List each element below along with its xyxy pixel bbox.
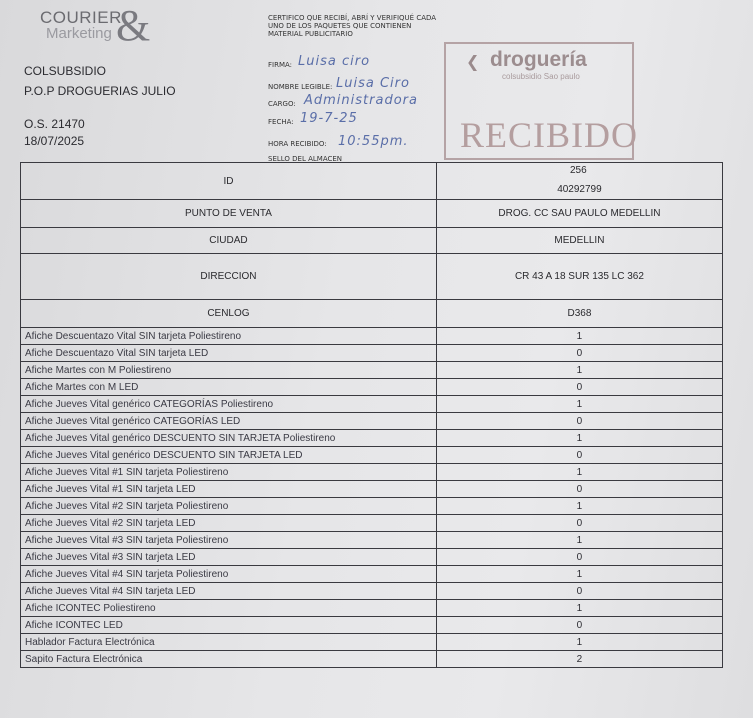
table-row — [21, 651, 723, 668]
item-quantity: 1 — [436, 328, 722, 345]
item-name: Afiche Jueves Vital #4 SIN tarjeta LED — [21, 583, 437, 600]
id-top-number: 256 — [570, 165, 587, 176]
courier-marketing-logo — [40, 1, 151, 50]
nombre-value: Luisa Ciro — [336, 76, 410, 91]
item-name: Afiche Jueves Vital #2 SIN tarjeta LED — [21, 515, 437, 532]
item-name: Afiche Jueves Vital #3 SIN tarjeta LED — [21, 549, 437, 566]
table-row — [21, 345, 723, 362]
table-row — [21, 413, 723, 430]
header-row-punto-venta — [21, 200, 723, 228]
cargo-label: CARGO: — [268, 100, 296, 108]
item-name: Afiche Jueves Vital #3 SIN tarjeta Poliestireno — [21, 532, 437, 549]
item-name: Afiche Jueves Vital #1 SIN tarjeta Poliestireno — [21, 464, 437, 481]
header-row-id — [21, 163, 723, 200]
certification-text: CERTIFICO QUE RECIBÍ, ABRÍ Y VERIFIQUÉ CADA UNO DE LOS PAQUETES QUE CONTIENEN MATERIAL PUBLICITARIO — [268, 14, 437, 38]
header-row-cenlog — [21, 300, 723, 328]
campaign-name: P.O.P DROGUERIAS JULIO — [24, 84, 176, 98]
item-name: Afiche Jueves Vital genérico DESCUENTO SIN TARJETA LED — [21, 447, 437, 464]
table-row — [21, 328, 723, 345]
item-name: Hablador Factura Electrónica — [21, 634, 437, 651]
stamp-brand: droguería — [490, 48, 587, 71]
table-row — [21, 498, 723, 515]
table-row — [21, 549, 723, 566]
hora-label: HORA RECIBIDO: — [268, 140, 327, 148]
table-row — [21, 583, 723, 600]
item-name: Sapito Factura Electrónica — [21, 651, 437, 668]
drogueria-received-stamp — [444, 42, 638, 160]
item-quantity: 1 — [436, 464, 722, 481]
item-quantity: 1 — [436, 430, 722, 447]
item-quantity: 1 — [436, 532, 722, 549]
sello-label: SELLO DEL ALMACEN — [268, 155, 343, 163]
table-row — [21, 379, 723, 396]
item-quantity: 0 — [436, 413, 722, 430]
item-name: Afiche Jueves Vital genérico CATEGORÍAS LED — [21, 413, 437, 430]
item-quantity: 0 — [436, 379, 722, 396]
header-row-ciudad — [21, 228, 723, 254]
item-quantity: 1 — [436, 498, 722, 515]
order-number: O.S. 21470 — [24, 117, 85, 131]
item-name: Afiche Jueves Vital #2 SIN tarjeta Poliestireno — [21, 498, 437, 515]
header-value-punto-venta: DROG. CC SAU PAULO MEDELLIN — [436, 200, 722, 228]
header-label-cenlog: CENLOG — [21, 300, 437, 328]
fecha-value: 19-7-25 — [300, 111, 358, 126]
table-row — [21, 634, 723, 651]
header-label-id: ID — [21, 163, 437, 200]
item-quantity: 0 — [436, 345, 722, 362]
item-quantity: 0 — [436, 617, 722, 634]
item-quantity: 0 — [436, 447, 722, 464]
table-row — [21, 396, 723, 413]
table-row — [21, 566, 723, 583]
firma-label: FIRMA: — [268, 61, 293, 69]
table-row — [21, 447, 723, 464]
item-name: Afiche Jueves Vital #4 SIN tarjeta Poliestireno — [21, 566, 437, 583]
item-name: Afiche ICONTEC Poliestireno — [21, 600, 437, 617]
table-row — [21, 515, 723, 532]
table-row — [21, 532, 723, 549]
item-name: Afiche Descuentazo Vital SIN tarjeta Poliestireno — [21, 328, 437, 345]
item-quantity: 1 — [436, 362, 722, 379]
header-value-cenlog: D368 — [436, 300, 722, 328]
table-row — [21, 481, 723, 498]
hora-value: 10:55pm. — [338, 134, 409, 149]
table-row — [21, 430, 723, 447]
item-name: Afiche Martes con M LED — [21, 379, 437, 396]
logo-ampersand: & — [116, 1, 151, 50]
item-quantity: 0 — [436, 481, 722, 498]
item-quantity: 1 — [436, 600, 722, 617]
stamp-received: RECIBIDO — [460, 115, 638, 155]
item-quantity: 0 — [436, 515, 722, 532]
header-value-ciudad: MEDELLIN — [436, 228, 722, 254]
drogueria-logo-icon: ❮ — [466, 52, 480, 71]
table-row — [21, 362, 723, 379]
header-value-direccion: CR 43 A 18 SUR 135 LC 362 — [436, 254, 722, 300]
item-name: Afiche Descuentazo Vital SIN tarjeta LED — [21, 345, 437, 362]
firma-signature: Luisa ciro — [298, 54, 371, 69]
item-quantity: 1 — [436, 634, 722, 651]
stamp-subtitle: colsubsidio Sao paulo — [502, 72, 580, 81]
table-row — [21, 464, 723, 481]
logo-line1: COURIER — [40, 8, 122, 27]
table-row — [21, 600, 723, 617]
nombre-label: NOMBRE LEGIBLE: — [268, 83, 333, 91]
item-quantity: 1 — [436, 566, 722, 583]
item-quantity: 1 — [436, 396, 722, 413]
delivery-table — [20, 162, 723, 668]
item-quantity: 0 — [436, 549, 722, 566]
header-value-id: 40292799 — [436, 163, 722, 200]
item-quantity: 2 — [436, 651, 722, 668]
header-label-punto-venta: PUNTO DE VENTA — [21, 200, 437, 228]
item-quantity: 0 — [436, 583, 722, 600]
logo-line2: Marketing — [46, 25, 112, 42]
item-name: Afiche Jueves Vital genérico DESCUENTO SIN TARJETA Poliestireno — [21, 430, 437, 447]
table-row — [21, 617, 723, 634]
item-name: Afiche Jueves Vital #1 SIN tarjeta LED — [21, 481, 437, 498]
item-name: Afiche ICONTEC LED — [21, 617, 437, 634]
client-name: COLSUBSIDIO — [24, 64, 107, 78]
header-label-direccion: DIRECCION — [21, 254, 437, 300]
item-name: Afiche Martes con M Poliestireno — [21, 362, 437, 379]
cargo-value: Administradora — [304, 93, 418, 108]
order-date: 18/07/2025 — [24, 134, 85, 148]
item-name: Afiche Jueves Vital genérico CATEGORÍAS Poliestireno — [21, 396, 437, 413]
header-label-ciudad: CIUDAD — [21, 228, 437, 254]
fecha-label: FECHA: — [268, 118, 294, 126]
header-row-direccion — [21, 254, 723, 300]
